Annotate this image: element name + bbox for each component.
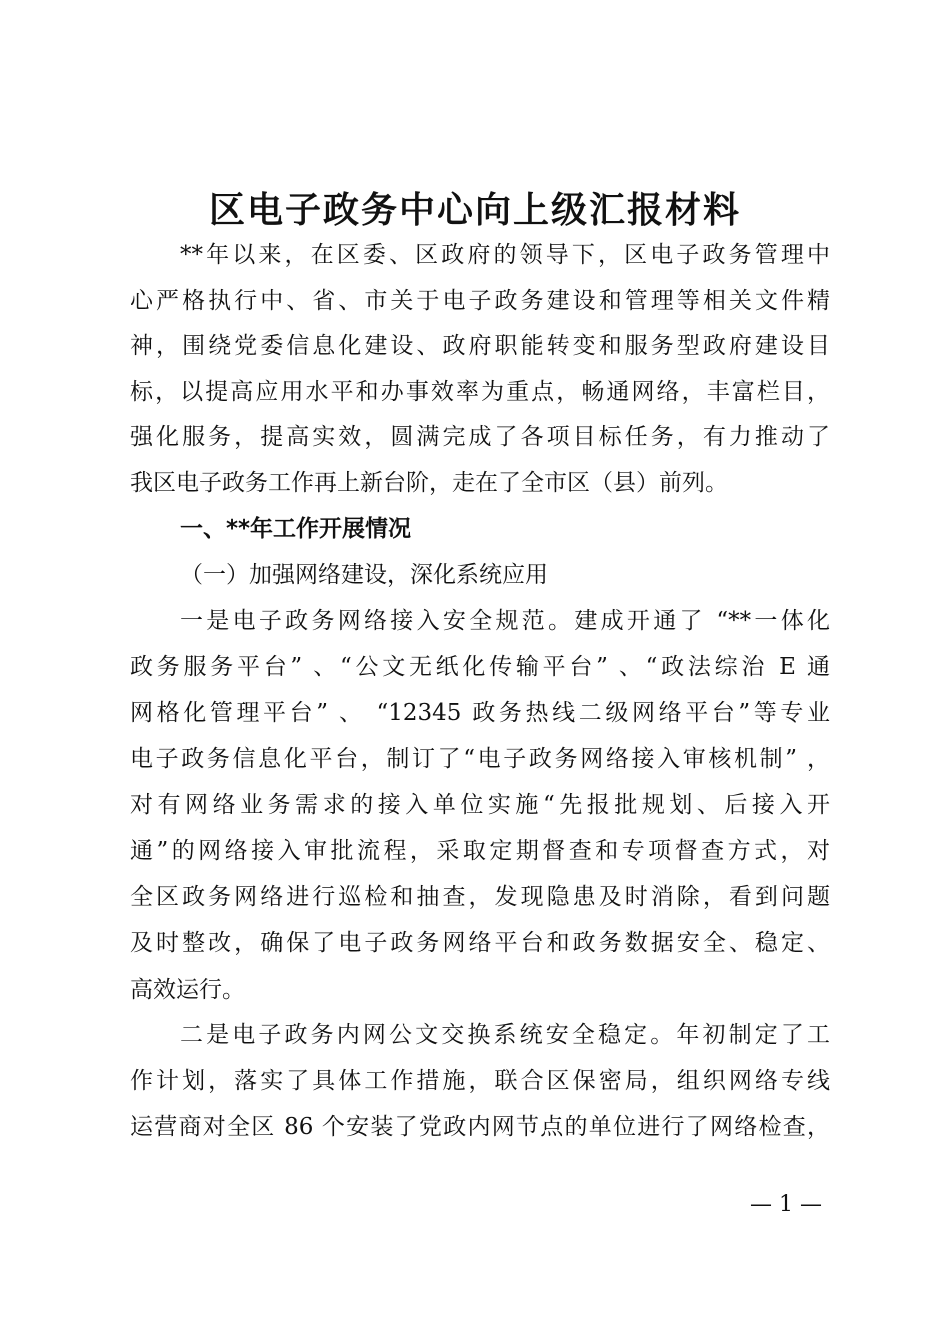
- text-line: **年以来，在区委、区政府的领导下，区电子政务管理中: [180, 242, 830, 268]
- text-line: 及时整改，确保了电子政务网络平台和政务数据安全、稳定、: [130, 930, 830, 956]
- text-line: 全区政务网络进行巡检和抽查，发现隐患及时消除，看到问题: [130, 884, 830, 910]
- text-line: 政务服务平台” 、“公文无纸化传输平台” 、“政法综治 E 通: [130, 654, 830, 680]
- text-line: 高效运行。: [130, 977, 245, 1003]
- text-line: 电子政务信息化平台，制订了“电子政务网络接入审核机制” ，: [130, 746, 830, 772]
- page-number: — 1 —: [750, 1192, 822, 1217]
- text-line: 运营商对全区 86 个安装了党政内网节点的单位进行了网络检查，: [130, 1114, 830, 1140]
- text-line: 网格化管理平台” 、 “12345 政务热线二级网络平台”等专业: [130, 700, 830, 726]
- text-line: 作计划，落实了具体工作措施，联合区保密局，组织网络专线: [130, 1068, 830, 1094]
- text-line: 神，围绕党委信息化建设、政府职能转变和服务型政府建设目: [130, 333, 830, 359]
- text-line: 标，以提高应用水平和办事效率为重点，畅通网络，丰富栏目，: [130, 379, 830, 405]
- text-line: 对有网络业务需求的接入单位实施“先报批规划、后接入开: [130, 792, 830, 818]
- text-line: 我区电子政务工作再上新台阶，走在了全市区（县）前列。: [130, 470, 728, 496]
- text-line: 强化服务，提高实效，圆满完成了各项目标任务，有力推动了: [130, 424, 830, 450]
- text-line: 通”的网络接入审批流程，采取定期督查和专项督查方式，对: [130, 838, 830, 864]
- document-title: 区电子政务中心向上级汇报材料: [208, 189, 741, 231]
- section-heading: 一、**年工作开展情况: [180, 516, 412, 542]
- text-line: 心严格执行中、省、市关于电子政务建设和管理等相关文件精: [130, 288, 830, 314]
- text-line: 一是电子政务网络接入安全规范。建成开通了 “**一体化: [180, 608, 830, 634]
- text-line: 二是电子政务内网公文交换系统安全稳定。年初制定了工: [180, 1022, 830, 1048]
- text-line: （一）加强网络建设，深化系统应用: [180, 562, 548, 588]
